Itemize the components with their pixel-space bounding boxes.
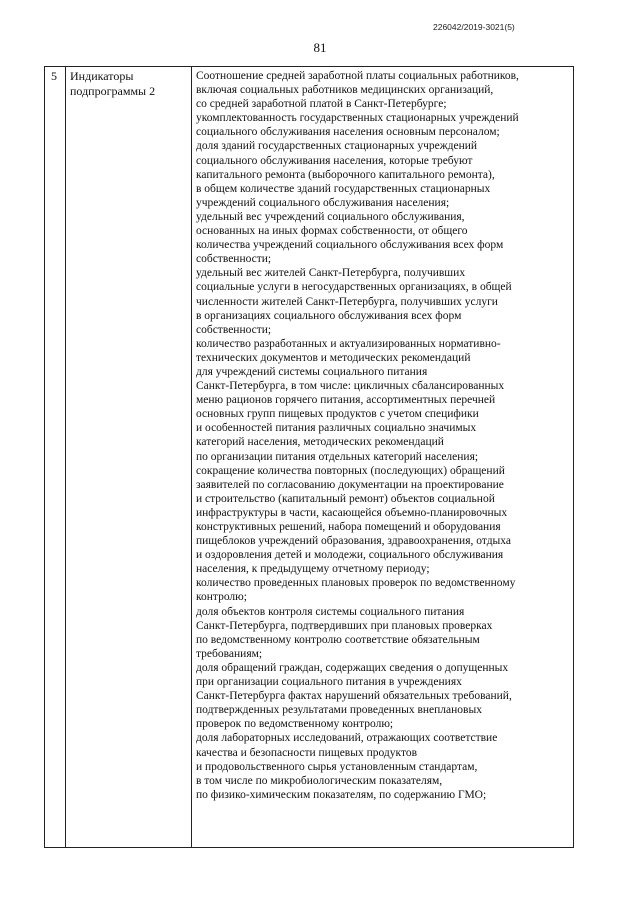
indicator-text-line: качества и безопасности пищевых продуктов <box>196 746 417 759</box>
indicators-table <box>44 66 574 848</box>
indicator-text-line: инфраструктуры в части, касающейся объемно-планировочных <box>196 506 508 519</box>
indicator-text-line: и особенностей питания различных социально значимых <box>196 422 477 435</box>
indicator-text-line: доля лабораторных исследований, отражающих соответствие <box>196 732 498 745</box>
indicator-text-line: удельный вес жителей Санкт-Петербурга, получивших <box>196 267 466 280</box>
row-title-line: Индикаторы <box>70 69 134 83</box>
indicator-text-line: капитального ремонта (выборочного капитального ремонта), <box>196 168 495 181</box>
indicator-text-line: Санкт-Петербурга, подтвердивших при плановых проверках <box>196 619 493 632</box>
indicator-text-line: конструктивных решений, набора помещений и оборудования <box>196 521 501 533</box>
page-number: 81 <box>313 40 327 55</box>
indicator-text-line: укомплектованность государственных стационарных учреждений <box>196 112 519 125</box>
indicator-text-line: Санкт-Петербурга фактах нарушений обязательных требований, <box>196 690 512 703</box>
indicator-text-line: в общем количестве зданий государственных стационарных <box>196 182 491 195</box>
indicator-text-line: Соотношение средней заработной платы социальных работников, <box>196 70 519 82</box>
indicator-text-line: сокращение количества повторных (последующих) обращений <box>196 464 505 477</box>
indicator-text-line: технических документов и методических рекомендаций <box>196 351 471 364</box>
indicator-text-line: в организациях социального обслуживания всех форм <box>196 309 462 322</box>
indicator-text-line: основанных на иных формах собственности, от общего <box>196 225 468 238</box>
indicator-text-line: доля объектов контроля системы социального питания <box>196 605 465 618</box>
indicator-text-line: количество разработанных и актуализированных нормативно- <box>196 337 501 350</box>
indicator-text-line: заявителей по согласованию документации на проектирование <box>196 478 504 491</box>
indicator-text-line: меню рационов горячего питания, ассортиментных перечней <box>196 394 496 407</box>
indicator-text-line: контролю; <box>196 591 247 604</box>
indicator-text-line: собственности; <box>196 253 272 266</box>
indicator-text-line: доля обращений граждан, содержащих сведения о допущенных <box>196 661 509 674</box>
row-title-line: подпрограммы 2 <box>70 83 156 98</box>
indicator-text-line: пищеблоков учреждений образования, здравоохранения, отдыха <box>196 535 511 548</box>
indicator-text-line: и оздоровления детей и молодежи, социального обслуживания <box>196 549 504 562</box>
indicator-text-line: по ведомственному контролю соответствие обязательным <box>196 633 480 646</box>
indicator-text-line: социального обслуживания населения основным персоналом; <box>196 126 500 139</box>
table-row <box>45 67 574 848</box>
indicator-text-line: основных групп пищевых продуктов с учетом специфики <box>196 408 479 421</box>
document-id: 226042/2019-3021(5) <box>433 22 515 32</box>
indicator-text-line: доля зданий государственных стационарных учреждений <box>196 140 478 153</box>
indicator-text-line: и строительство (капитальный ремонт) объектов социальной <box>196 492 495 505</box>
indicator-text-line: категорий населения, методических рекомендаций <box>196 436 444 449</box>
indicator-text-line: со средней заработной платой в Санкт-Петербурге; <box>196 98 447 111</box>
indicator-text-line: в том числе по микробиологическим показателям, <box>196 774 443 787</box>
row-title <box>66 67 191 98</box>
indicator-text-line: подтвержденных результатами проведенных внеплановых <box>196 704 482 717</box>
indicator-text-line: Санкт-Петербурга, в том числе: цикличных сбалансированных <box>196 380 505 393</box>
indicator-text-line: и продовольственного сырья установленным стандартам, <box>196 760 478 773</box>
indicator-text-line: по физико-химическим показателям, по содержанию ГМО; <box>196 788 487 801</box>
indicator-text-line: населения, к предыдущему отчетному периоду; <box>196 563 430 576</box>
indicator-text-line: по организации питания отдельных категорий населения; <box>196 450 479 463</box>
indicator-text-line: для учреждений системы социального питания <box>196 365 428 378</box>
indicator-text-line: социальные услуги в негосударственных организациях, в общей <box>196 281 512 294</box>
row-number-cell <box>45 67 66 848</box>
indicator-text-line: количества учреждений социального обслуживания всех форм <box>196 239 504 252</box>
indicator-text-line: удельный вес учреждений социального обслуживания, <box>196 210 465 223</box>
indicator-text-line: проверок по ведомственному контролю; <box>196 718 394 731</box>
indicator-text-line: при организации социального питания в учреждениях <box>196 676 462 689</box>
indicator-list <box>192 67 573 802</box>
row-content-cell <box>192 67 574 848</box>
indicator-text-line: учреждений социального обслуживания населения; <box>196 196 450 209</box>
indicator-text-line: включая социальных работников медицинских организаций, <box>196 84 494 97</box>
indicator-text-line: численности жителей Санкт-Петербурга, получивших услуги <box>196 295 498 308</box>
row-title-cell <box>66 67 192 848</box>
indicator-text-line: требованиям; <box>196 647 263 660</box>
indicator-text-line: количество проведенных плановых проверок по ведомственному <box>196 577 516 590</box>
indicator-text-line: собственности; <box>196 323 272 336</box>
row-number: 5 <box>51 69 57 83</box>
indicator-text-line: социального обслуживания населения, которые требуют <box>196 154 473 167</box>
